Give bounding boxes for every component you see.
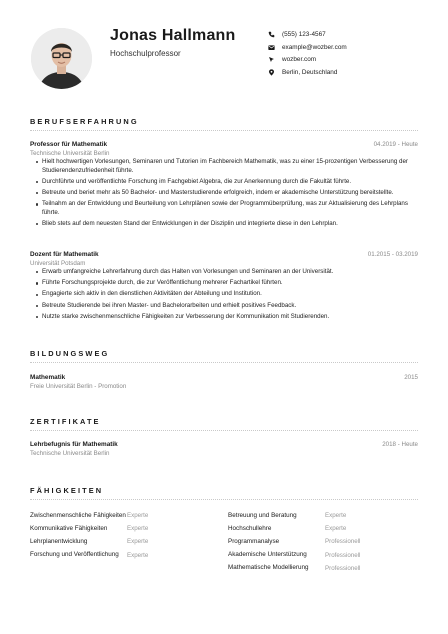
section-divider [30,430,418,431]
phone-icon [268,31,275,38]
job-bullet-list [36,158,416,231]
job-title: Dozent für Mathematik [30,251,99,258]
avatar [31,28,92,89]
job-bullet-list [36,268,416,324]
skill-row [228,549,418,562]
skill-name: Mathematische Modellierung [228,564,309,572]
job-date: 01.2015 - 03.2019 [367,251,418,258]
skill-level: Professionell [325,564,361,572]
section-divider [30,499,418,500]
list-item: Engagierte sich aktiv in den dienstlichen Aktivitäten der Abteilung und Institution. [36,290,416,299]
job-header [30,141,418,148]
skill-name: Kommunikative Fähigkeiten [30,524,108,532]
skill-name: Betreuung und Beratung [228,511,297,519]
section-divider [30,362,418,363]
experience-heading: BERUFSERFAHRUNG [30,117,139,126]
skill-name: Forschung und Veröffentlichung [30,551,119,559]
certificates-heading: ZERTIFIKATE [30,417,101,426]
skills-grid [30,509,418,575]
candidate-title: Hochschulprofessor [110,49,181,58]
skill-level: Experte [127,551,149,559]
candidate-name: Jonas Hallmann [110,27,236,44]
skill-row [30,509,228,522]
job-header [30,251,418,258]
skill-row [228,535,418,548]
certificate-title: Lehrbefugnis für Mathematik [30,441,118,448]
list-item: Führte Forschungsprojekte durch, die zur Veröffentlichung mehrerer Fachartikel führten. [36,279,416,288]
skill-level: Experte [127,512,149,520]
contact-location [268,66,347,79]
contact-location-text: Berlin, Deutschland [282,68,338,76]
certificate-issuer: Technische Universität Berlin [30,450,110,457]
contact-website[interactable] [268,53,347,66]
skill-level: Experte [325,525,347,533]
section-divider [30,130,418,131]
skill-row [30,522,228,535]
skill-name: Hochschullehre [228,524,272,532]
skill-level: Professionell [325,538,361,546]
education-heading: BILDUNGSWEG [30,349,110,358]
skill-row [30,549,228,562]
job-organization: Universität Potsdam [30,260,86,267]
skill-row [30,535,228,548]
skill-row [228,509,418,522]
link-icon [268,56,275,63]
skill-level: Experte [325,512,347,520]
skill-name: Lehrplanentwicklung [30,538,88,546]
list-item: Hielt hochwertigen Vorlesungen, Seminaren und Tutorien im Fachbereich Mathematik, was zu einer 15-prozentigen Verbesserung der Studierendenzufriedenheit führte. [36,158,416,175]
education-institution: Freie Universität Berlin - Promotion [30,383,127,390]
contact-email-text: example@wozber.com [282,43,347,51]
skill-row [228,522,418,535]
skill-level: Experte [127,538,149,546]
education-title: Mathematik [30,374,66,381]
contact-website-text: wozber.com [282,56,317,64]
skill-level: Professionell [325,551,361,559]
skill-name: Akademische Unterstützung [228,551,307,559]
skill-name: Programmanalyse [228,538,280,546]
contact-email[interactable] [268,41,347,54]
list-item: Durchführte und veröffentlichte Forschung im Fachgebiet Algebra, die zur Anerkennung durch die Fakultät führte. [36,178,416,187]
skills-column-left [30,509,228,575]
list-item: Betreute und beriet mehr als 50 Bachelor- und Masterstudierende erfolgreich, indem er akademische Unterstützung bereitstellte. [36,189,416,198]
list-item: Nutzte starke zwischenmenschliche Fähigkeiten zur Verbesserung der Kommunikation mit Studierenden. [36,313,416,322]
contact-list [268,28,347,79]
skill-row [228,562,418,575]
job-date: 04.2019 - Heute [373,141,418,148]
contact-phone[interactable] [268,28,347,41]
list-item: Erwarb umfangreiche Lehrerfahrung durch das Halten von Vorlesungen und Seminaren an der Universität. [36,268,416,277]
contact-phone-text: (555) 123-4567 [282,30,326,38]
skill-name: Zwischenmenschliche Fähigkeiten [30,511,126,519]
skills-column-right [228,509,418,575]
list-item: Betreute Studierende bei ihren Master- und Bachelorarbeiten und erhielt positives Feedback. [36,302,416,311]
education-header [30,374,418,381]
skills-heading: FÄHIGKEITEN [30,486,104,495]
skill-level: Experte [127,525,149,533]
list-item: Teilnahm an der Entwicklung und Beurteilung von Lehrplänen sowie der Programmüberprüfung, was zur Aktualisierung des Lehrplans führte. [36,200,416,217]
job-title: Professor für Mathematik [30,141,108,148]
location-pin-icon [268,69,275,76]
list-item: Blieb stets auf dem neuesten Stand der Entwicklungen in der Disziplin und integrierte diese in den Lehrplan. [36,220,416,229]
certificate-date: 2018 - Heute [382,441,418,448]
email-icon [268,44,275,51]
education-date: 2015 [404,374,418,381]
job-organization: Technische Universität Berlin [30,150,110,157]
profile-photo [31,28,92,89]
certificate-header [30,441,418,448]
